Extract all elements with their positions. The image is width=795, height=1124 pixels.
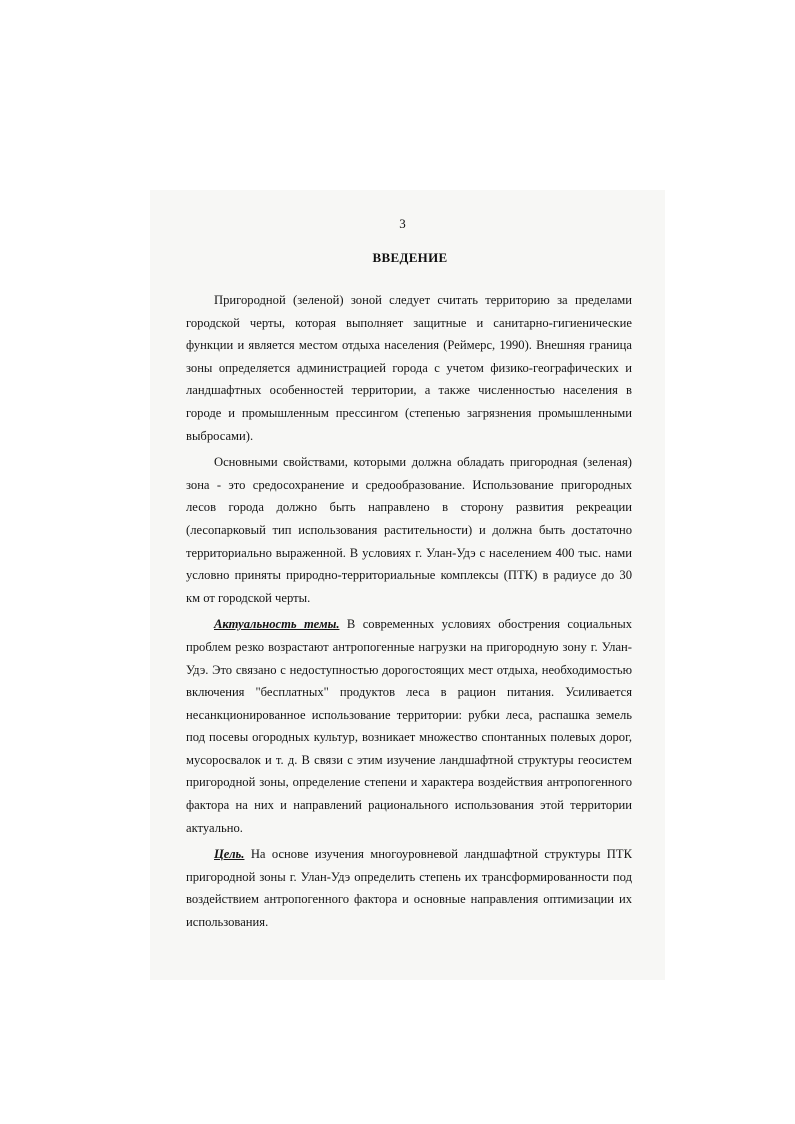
- paragraph-definition: [186, 289, 632, 447]
- paragraph-properties-text: Основными свойствами, которыми должна обладать пригородная (зеленая) зона - это средосохранение и средообразование. Использование пригородных лесов города должно быть направлено в сторону развития рекреации (лесопарковый тип использования растительности) и должна быть достаточно территориально выраженной. В условиях г. Улан-Удэ с населением 400 тыс. нами условно приняты природно-территориальные комплексы (ПТК) в радиусе до 30 км от городской черты.: [186, 455, 632, 605]
- paragraph-relevance: [186, 613, 632, 839]
- goal-lead: Цель.: [214, 847, 245, 862]
- paragraph-goal: [186, 843, 632, 933]
- paragraph-relevance-text: В современных условиях обострения социальных проблем резко возрастают антропогенные нагрузки на пригородную зону г. Улан-Удэ. Это связано с недоступностью дорогостоящих мест отдыха, необходимостью включения "бесплатных" продуктов леса в рацион питания. Усиливается несанкционированное использование территории: рубки леса, распашка земель под посевы огородных культур, возникает множество спонтанных полевых дорог, мусоросвалок и т. д. В связи с этим изучение ландшафтной структуры геосистем пригородной зоны, определение степени и характера воздействия антропогенного фактора на них и направлений рационального использования этой территории актуально.: [186, 617, 632, 835]
- paragraph-definition-text: Пригородной (зеленой) зоной следует считать территорию за пределами городской черты, которая выполняет защитные и санитарно-гигиенические функции и является местом отдыха населения (Реймерс, 1990). Внешняя граница зоны определяется администрацией города с учетом физико-географических и ландшафтных особенностей территории, а также численностью населения в городе и промышленным прессингом (степенью загрязнения промышленными выбросами).: [186, 293, 632, 443]
- paragraph-goal-text: На основе изучения многоуровневой ландшафтной структуры ПТК пригородной зоны г. Улан-Удэ определить степень их трансформированности под воздействием антропогенного фактора и основные направления оптимизации их использования.: [186, 847, 632, 930]
- section-heading: ВВЕДЕНИЕ: [372, 250, 448, 265]
- paragraph-properties: [186, 451, 632, 609]
- body-text: [186, 289, 632, 938]
- relevance-lead: Актуальность темы.: [214, 617, 340, 632]
- page-number: 3: [399, 216, 406, 231]
